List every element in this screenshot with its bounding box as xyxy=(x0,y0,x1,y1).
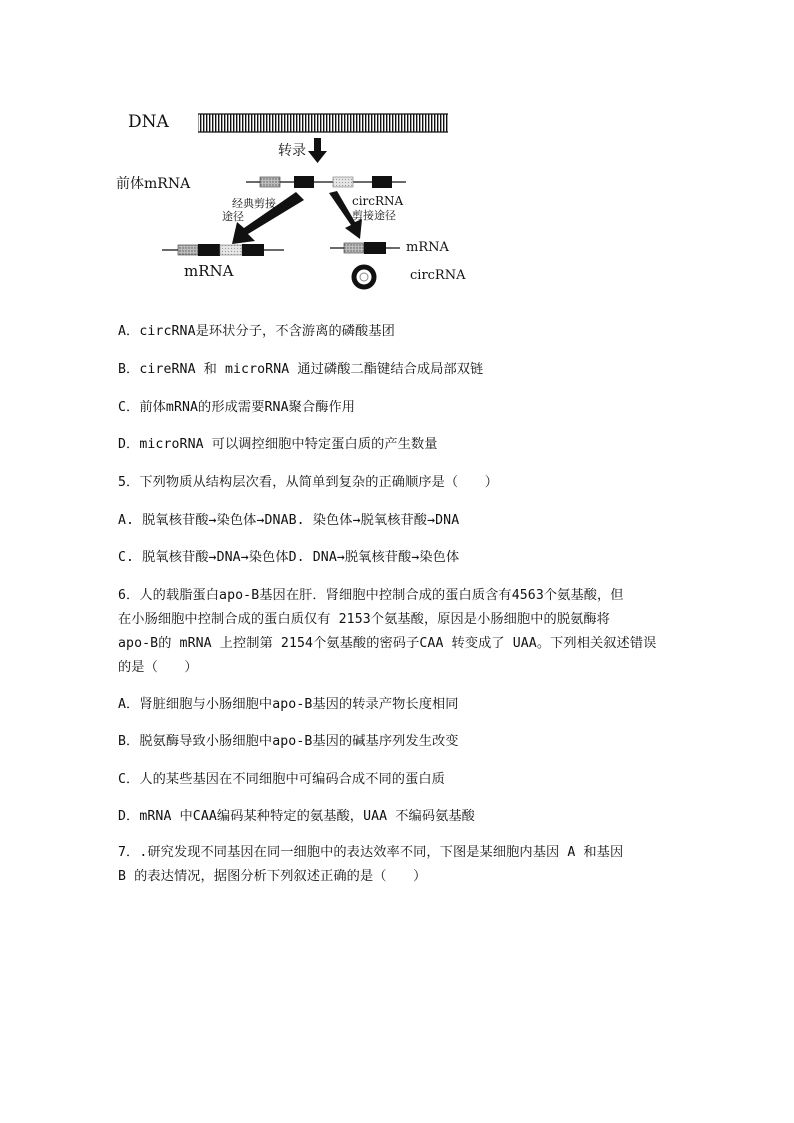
text-line: A. 脱氧核苷酸→染色体→DNAB. 染色体→脱氧核苷酸→DNA xyxy=(118,513,460,528)
text-line: 7．.研究发现不同基因在同一细胞中的表达效率不同，下图是某细胞内基因 A 和基因 xyxy=(118,845,624,860)
text-line: A．肾脏细胞与小肠细胞中apo-B基因的转录产物长度相同 xyxy=(118,697,459,712)
mature-mrna-right xyxy=(330,242,400,254)
rna-splicing-figure xyxy=(110,100,490,300)
dna-double-strand xyxy=(198,114,448,132)
mature-mrna-left xyxy=(162,244,284,256)
text-line: C. 脱氧核苷酸→DNA→染色体D. DNA→脱氧核苷酸→染色体 xyxy=(118,550,460,565)
mrna-right-label: mRNA xyxy=(406,240,449,255)
mrna-left-label: mRNA xyxy=(184,262,234,280)
pre-mrna-strand xyxy=(246,176,406,188)
circ-path-label-line1: circRNA xyxy=(352,194,404,208)
text-line: apo-B的 mRNA 上控制第 2154个氨基酸的密码子CAA 转变成了 UAA。下列相关叙述错误 xyxy=(118,636,657,651)
text-line: D．mRNA 中CAA编码某种特定的氨基酸，UAA 不编码氨基酸 xyxy=(118,809,475,824)
dna-label: DNA xyxy=(128,112,169,132)
text-line: 6．人的载脂蛋白apo-B基因在肝．肾细胞中控制合成的蛋白质含有4563个氨基酸，但 xyxy=(118,588,624,603)
pre-mrna-label: 前体mRNA xyxy=(116,176,191,192)
text-line: 在小肠细胞中控制合成的蛋白质仅有 2153个氨基酸，原因是小肠细胞中的脱氨酶将 xyxy=(118,612,610,627)
circ-path-label-line2: 剪接途径 xyxy=(352,209,396,222)
transcription-label: 转录 xyxy=(278,143,306,159)
text-line: C．人的某些基因在不同细胞中可编码合成不同的蛋白质 xyxy=(118,772,445,787)
text-line: B 的表达情况，据图分析下列叙述正确的是（ ） xyxy=(118,869,427,884)
circrna-label: circRNA xyxy=(410,268,466,283)
text-line: 5．下列物质从结构层次看，从简单到复杂的正确顺序是（ ） xyxy=(118,475,499,490)
text-line: B．脱氨酶导致小肠细胞中apo-B基因的碱基序列发生改变 xyxy=(118,734,459,749)
text-line: 的是（ ） xyxy=(118,660,198,675)
text-line: A．circRNA是环状分子，不含游离的磷酸基团 xyxy=(118,324,395,339)
text-line: B．cireRNA 和 microRNA 通过磷酸二酯键结合成局部双链 xyxy=(118,362,484,377)
circrna-ring xyxy=(354,267,374,287)
text-line: D．microRNA 可以调控细胞中特定蛋白质的产生数量 xyxy=(118,437,438,452)
classic-path-label-line2: 途径 xyxy=(222,210,244,223)
transcription-arrow xyxy=(308,138,327,163)
classic-path-label-line1: 经典剪接 xyxy=(232,197,276,210)
text-line: C．前体mRNA的形成需要RNA聚合酶作用 xyxy=(118,400,356,415)
